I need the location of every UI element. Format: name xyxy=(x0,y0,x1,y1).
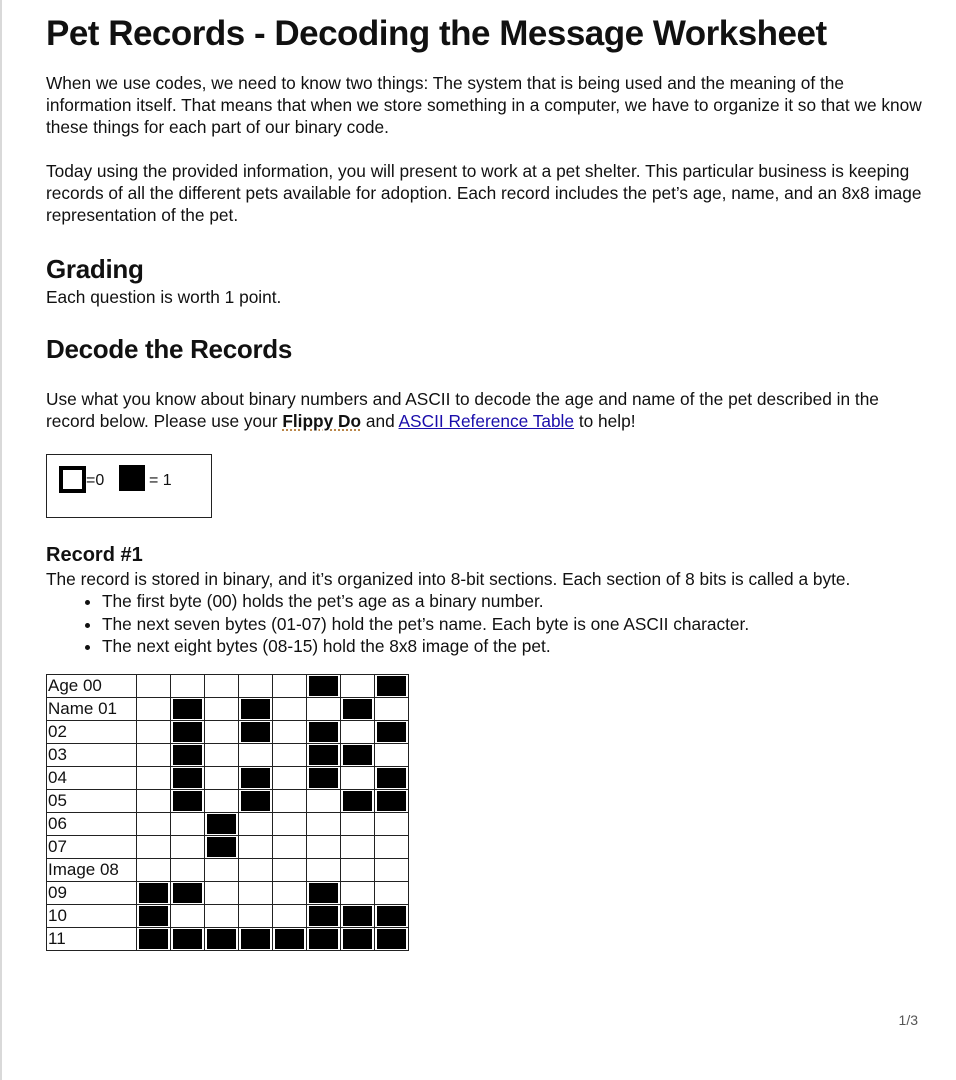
bit-cell-off xyxy=(341,835,375,858)
bit-cell-on xyxy=(137,927,171,950)
record-description: The record is stored in binary, and it’s organized into 8-bit sections. Each section of 8 bits is called a byte. xyxy=(46,569,851,589)
bit-cell-off xyxy=(273,835,307,858)
bit-legend xyxy=(46,454,212,518)
bit-cell-on xyxy=(137,904,171,927)
grading-text: Each question is worth 1 point. xyxy=(46,287,282,307)
grid-row xyxy=(47,881,409,904)
record-heading: Record #1 xyxy=(46,544,143,566)
bit-cell-off xyxy=(273,743,307,766)
grid-row-label: 02 xyxy=(47,720,137,743)
legend-zero-label: =0 xyxy=(86,472,105,489)
document-body xyxy=(46,0,926,951)
grid-row-label: 09 xyxy=(47,881,137,904)
bit-cell-on xyxy=(307,927,341,950)
bit-cell-on xyxy=(375,720,409,743)
page-number: 1/3 xyxy=(898,1012,918,1028)
bit-cell-off xyxy=(273,766,307,789)
bit-cell-on xyxy=(307,674,341,697)
bit-cell-off xyxy=(273,858,307,881)
bullet-item-image: • The next eight bytes (08-15) hold the 8x8 image of the pet. xyxy=(102,635,926,658)
bit-cell-off xyxy=(375,835,409,858)
bit-cell-off xyxy=(205,904,239,927)
bit-cell-on xyxy=(171,927,205,950)
bit-cell-off xyxy=(375,812,409,835)
bit-cell-on xyxy=(171,766,205,789)
bit-cell-off xyxy=(273,904,307,927)
grid-row xyxy=(47,720,409,743)
bit-cell-on xyxy=(171,743,205,766)
bit-cell-on xyxy=(375,789,409,812)
bit-cell-on xyxy=(239,697,273,720)
bit-cell-on xyxy=(273,927,307,950)
bit-cell-off xyxy=(341,720,375,743)
grid-row xyxy=(47,858,409,881)
bit-cell-off xyxy=(239,858,273,881)
bit-cell-off xyxy=(307,858,341,881)
bit-cell-off xyxy=(375,881,409,904)
bit-cell-on xyxy=(307,904,341,927)
bit-cell-on xyxy=(341,904,375,927)
bit-cell-off xyxy=(273,789,307,812)
bit-cell-off xyxy=(273,674,307,697)
bit-cell-off xyxy=(171,835,205,858)
bit-cell-off xyxy=(137,674,171,697)
bit-cell-off xyxy=(171,812,205,835)
bit-cell-off xyxy=(307,697,341,720)
page-title: Pet Records - Decoding the Message Worksheet xyxy=(46,14,827,53)
decode-text-after: to help! xyxy=(574,411,636,431)
ascii-reference-link[interactable]: ASCII Reference Table xyxy=(398,411,575,431)
bit-cell-on xyxy=(239,720,273,743)
bit-cell-off xyxy=(273,697,307,720)
bullet-item-age: • The first byte (00) holds the pet’s age as a binary number. xyxy=(102,590,926,613)
grid-row-label: Age 00 xyxy=(47,674,137,697)
grid-row xyxy=(47,927,409,950)
bit-cell-off xyxy=(307,812,341,835)
grid-row xyxy=(47,789,409,812)
bit-cell-on xyxy=(239,927,273,950)
bit-cell-off xyxy=(341,674,375,697)
bit-cell-on xyxy=(171,881,205,904)
bit-cell-off xyxy=(375,697,409,720)
record-bullet-list xyxy=(46,590,926,658)
decode-text-before: Use what you know about binary numbers and ASCII to decode the age and name of the pet described in the record below. Please use your xyxy=(46,389,879,431)
bit-cell-off xyxy=(341,766,375,789)
bit-cell-on xyxy=(205,812,239,835)
bit-cell-off xyxy=(171,674,205,697)
bit-cell-off xyxy=(137,789,171,812)
flippy-do-text: Flippy Do xyxy=(282,411,362,431)
grid-row xyxy=(47,835,409,858)
bit-cell-on xyxy=(239,766,273,789)
bit-cell-off xyxy=(205,743,239,766)
bit-cell-off xyxy=(239,812,273,835)
grid-row xyxy=(47,812,409,835)
grid-row-label: 11 xyxy=(47,927,137,950)
bit-cell-off xyxy=(205,789,239,812)
grid-row-label: 10 xyxy=(47,904,137,927)
bit-cell-off xyxy=(137,766,171,789)
bit-cell-on xyxy=(341,697,375,720)
bit-cell-off xyxy=(239,674,273,697)
decode-heading: Decode the Records xyxy=(46,334,293,364)
bit-cell-off xyxy=(341,881,375,904)
bit-cell-off xyxy=(239,835,273,858)
bit-cell-on xyxy=(137,881,171,904)
grid-row xyxy=(47,766,409,789)
decode-text-and: and xyxy=(361,411,399,431)
bullet-item-name: • The next seven bytes (01-07) hold the pet’s name. Each byte is one ASCII character. xyxy=(102,613,926,636)
bit-cell-on xyxy=(341,789,375,812)
bit-cell-on xyxy=(171,720,205,743)
bit-cell-off xyxy=(137,835,171,858)
grid-row-label: 07 xyxy=(47,835,137,858)
bit-cell-off xyxy=(273,812,307,835)
page-edge xyxy=(0,0,2,1080)
bit-cell-on xyxy=(205,927,239,950)
bit-cell-off xyxy=(375,743,409,766)
bit-cell-off xyxy=(171,858,205,881)
bit-cell-off xyxy=(137,812,171,835)
bit-cell-off xyxy=(273,881,307,904)
grid-row xyxy=(47,743,409,766)
bit-cell-off xyxy=(205,881,239,904)
bit-cell-on xyxy=(375,674,409,697)
bit-cell-on xyxy=(375,904,409,927)
bit-cell-off xyxy=(341,812,375,835)
bit-cell-on xyxy=(307,881,341,904)
bit-cell-on xyxy=(171,697,205,720)
bit-cell-on xyxy=(307,743,341,766)
bit-cell-off xyxy=(205,766,239,789)
decode-instructions xyxy=(46,388,926,432)
bit-cell-on xyxy=(375,927,409,950)
bit-cell-off xyxy=(137,697,171,720)
bit-cell-off xyxy=(205,674,239,697)
bit-cell-off xyxy=(205,720,239,743)
grid-row xyxy=(47,697,409,720)
bit-cell-on xyxy=(341,927,375,950)
grid-row xyxy=(47,904,409,927)
bit-cell-on xyxy=(341,743,375,766)
legend-one-label: = 1 xyxy=(149,472,172,489)
binary-record-grid xyxy=(46,674,409,951)
bit-cell-on xyxy=(307,720,341,743)
bit-cell-off xyxy=(239,904,273,927)
grading-heading: Grading xyxy=(46,254,144,284)
intro-paragraph-1: When we use codes, we need to know two things: The system that is being used and the meaning of the information itself. That means that when we store something in a computer, we have to organize it so that we know these things for each part of our binary code. xyxy=(46,73,922,137)
bit-cell-off xyxy=(137,720,171,743)
grid-row xyxy=(47,674,409,697)
bit-cell-off xyxy=(239,881,273,904)
bit-cell-off xyxy=(171,904,205,927)
bit-cell-off xyxy=(137,858,171,881)
bit-cell-on xyxy=(205,835,239,858)
bit-cell-off xyxy=(375,858,409,881)
grid-row-label: 04 xyxy=(47,766,137,789)
bit-cell-on xyxy=(239,789,273,812)
grid-row-label: 06 xyxy=(47,812,137,835)
bit-cell-off xyxy=(239,743,273,766)
grid-row-label: 03 xyxy=(47,743,137,766)
bit-cell-off xyxy=(205,858,239,881)
bit-cell-off xyxy=(307,789,341,812)
bit-cell-on xyxy=(171,789,205,812)
bit-cell-off xyxy=(273,720,307,743)
grid-row-label: 05 xyxy=(47,789,137,812)
bit-cell-on xyxy=(375,766,409,789)
bit-cell-off xyxy=(205,697,239,720)
bit-cell-off xyxy=(341,858,375,881)
black-square-icon xyxy=(119,465,145,491)
intro-paragraph-2: Today using the provided information, you will present to work at a pet shelter. This particular business is keeping records of all the different pets available for adoption. Each record includes the pet’s age, name, and an 8x8 image representation of the pet. xyxy=(46,161,922,225)
grid-row-label: Image 08 xyxy=(47,858,137,881)
grid-row-label: Name 01 xyxy=(47,697,137,720)
bit-cell-off xyxy=(137,743,171,766)
white-square-icon xyxy=(59,466,86,493)
bit-cell-off xyxy=(307,835,341,858)
bit-cell-on xyxy=(307,766,341,789)
